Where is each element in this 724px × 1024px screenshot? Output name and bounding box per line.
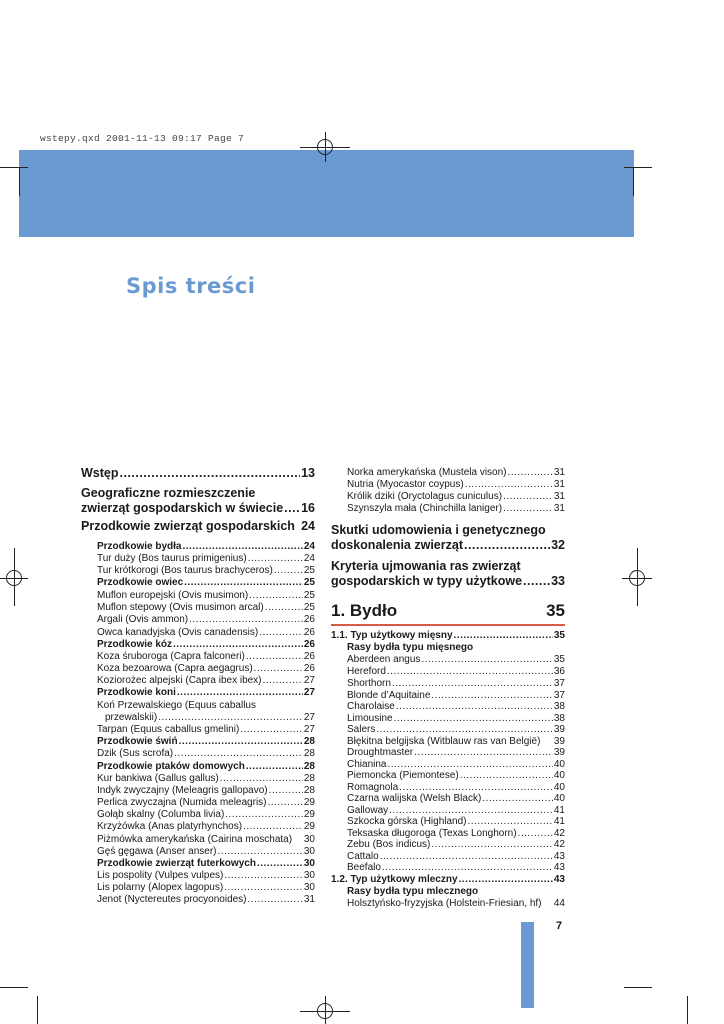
toc-entry[interactable]: Galloway ..... 41: [347, 805, 565, 816]
toc-entry[interactable]: Romagnola ..... 40: [347, 782, 565, 793]
toc-entry[interactable]: Charolaise ..... 38: [347, 701, 565, 712]
toc-entry: Koń Przewalskiego (Equus caballus: [97, 700, 256, 711]
toc-entry[interactable]: Perlica zwyczajna (Numida meleagris) ..... 29: [97, 797, 315, 808]
toc-subheading: Rasy bydła typu mlecznego: [347, 886, 479, 897]
toc-entry[interactable]: Królik dziki (Oryctolagus cuniculus) ..... 31: [347, 491, 565, 502]
toc-entry[interactable]: Jenot (Nyctereutes procyonoides) ..... 31: [97, 894, 315, 905]
toc-entry[interactable]: Blonde d’Aquitaine ..... 37: [347, 690, 565, 701]
toc-entry[interactable]: Gęś gęgawa (Anser anser) ..... 30: [97, 846, 315, 857]
toc-entry[interactable]: Przodkowie zwierząt gospodarskich 24: [81, 519, 315, 533]
page-title: Spis treści: [126, 274, 256, 298]
toc-entry[interactable]: przewalskii) ..... 27: [105, 712, 315, 723]
toc-heading: Kryteria ujmowania ras zwierząt: [331, 559, 521, 573]
toc-entry[interactable]: Droughtmaster ..... 39: [347, 747, 565, 758]
toc-entry[interactable]: Cattalo ..... 43: [347, 851, 565, 862]
toc-entry[interactable]: Holsztyńsko-fryzyjska (Holstein-Friesian, hf) 44: [347, 898, 565, 909]
toc-entry[interactable]: Muflon europejski (Ovis musimon) ..... 25: [97, 590, 315, 601]
toc-entry[interactable]: Koziorożec alpejski (Capra ibex ibex) ..... 27: [97, 675, 315, 686]
toc-entry[interactable]: Tur duży (Bos taurus primigenius) ..... 24: [97, 553, 315, 564]
toc-entry[interactable]: Przodkowie świń ..... 28: [97, 736, 315, 747]
toc-entry[interactable]: doskonalenia zwierząt ..... 32: [331, 538, 565, 553]
toc-entry[interactable]: Krzyżówka (Anas platyrhynchos) ..... 29: [97, 821, 315, 832]
toc-entry[interactable]: zwierząt gospodarskich w świecie ..... 16: [81, 501, 315, 516]
toc-entry[interactable]: Przodkowie koni ..... 27: [97, 687, 315, 698]
toc-entry[interactable]: Kur bankiwa (Gallus gallus) ..... 28: [97, 773, 315, 784]
toc-entry[interactable]: Tarpan (Equus caballus gmelini) ..... 27: [97, 724, 315, 735]
toc-entry[interactable]: Błękitna belgijska (Witblauw ras van België) 39: [347, 736, 565, 747]
toc-entry[interactable]: Szkocka górska (Highland) ..... 41: [347, 816, 565, 827]
toc-entry[interactable]: Indyk zwyczajny (Meleagris gallopavo) ..... 28: [97, 785, 315, 796]
toc-entry[interactable]: Tur krótkorogi (Bos taurus brachyceros) ..... 25: [97, 565, 315, 576]
toc-entry[interactable]: 1.2. Typ użytkowy mleczny ..... 43: [331, 874, 565, 885]
toc-heading: Skutki udomowienia i genetycznego: [331, 523, 546, 537]
toc-entry[interactable]: Gołąb skalny (Columba livia) ..... 29: [97, 809, 315, 820]
chapter-rule: [331, 624, 565, 626]
toc-entry[interactable]: 1.1. Typ użytkowy mięsny ..... 35: [331, 630, 565, 641]
toc-entry[interactable]: Argali (Ovis ammon) ..... 26: [97, 614, 315, 625]
toc-entry[interactable]: Owca kanadyjska (Ovis canadensis) ..... 26: [97, 627, 315, 638]
chapter-heading[interactable]: 1. Bydło 35: [331, 601, 565, 620]
toc-entry[interactable]: Piemoncka (Piemontese) ..... 40: [347, 770, 565, 781]
toc-subheading: Rasy bydła typu mięsnego: [347, 642, 474, 653]
toc-entry[interactable]: Zebu (Bos indicus) ..... 42: [347, 839, 565, 850]
page-edge-tab: [521, 922, 534, 1008]
toc-entry: Geograficzne rozmieszczenie: [81, 486, 256, 500]
toc-entry[interactable]: Koza bezoarowa (Capra aegagrus) ..... 26: [97, 663, 315, 674]
toc-entry[interactable]: Piżmówka amerykańska (Cairina moschata) 30: [97, 834, 315, 845]
toc-entry[interactable]: Limousine ..... 38: [347, 713, 565, 724]
toc-entry[interactable]: Chianina ..... 40: [347, 759, 565, 770]
toc-entry[interactable]: Norka amerykańska (Mustela vison) ..... 31: [347, 467, 565, 478]
toc-entry[interactable]: Hereford ..... 36: [347, 666, 565, 677]
toc-entry[interactable]: Muflon stepowy (Ovis musimon arcal) ..... 25: [97, 602, 315, 613]
toc-entry[interactable]: Przodkowie owiec ..... 25: [97, 577, 315, 588]
toc-entry[interactable]: Shorthorn ..... 37: [347, 678, 565, 689]
toc-entry[interactable]: Wstęp ..... 13: [81, 466, 315, 481]
toc-entry[interactable]: Koza śruboroga (Capra falconeri) ..... 26: [97, 651, 315, 662]
toc-entry[interactable]: Przodkowie bydła ..... 24: [97, 541, 315, 552]
toc-entry[interactable]: Przodkowie zwierząt futerkowych ..... 30: [97, 858, 315, 869]
toc-entry[interactable]: Dzik (Sus scrofa) ..... 28: [97, 748, 315, 759]
toc-right-column: [331, 0, 565, 1024]
page-number: 7: [556, 920, 563, 932]
toc-left-column: [81, 0, 315, 1024]
toc-entry[interactable]: Lis pospolity (Vulpes vulpes) ..... 30: [97, 870, 315, 881]
toc-entry[interactable]: Aberdeen angus ..... 35: [347, 654, 565, 665]
toc-entry[interactable]: Teksaska długoroga (Texas Longhorn) ..... 42: [347, 828, 565, 839]
print-slug: wstepy.qxd 2001-11-13 09:17 Page 7: [40, 133, 245, 144]
toc-entry[interactable]: Nutria (Myocastor coypus) ..... 31: [347, 479, 565, 490]
toc-entry[interactable]: Salers ..... 39: [347, 724, 565, 735]
toc-entry[interactable]: Przodkowie ptaków domowych ..... 28: [97, 761, 315, 772]
toc-entry[interactable]: Czarna walijska (Welsh Black) ..... 40: [347, 793, 565, 804]
toc-entry[interactable]: gospodarskich w typy użytkowe ..... 33: [331, 574, 565, 589]
toc-entry[interactable]: Lis polarny (Alopex lagopus) ..... 30: [97, 882, 315, 893]
toc-entry[interactable]: Szynszyla mała (Chinchilla laniger) ..... 31: [347, 503, 565, 514]
toc-entry[interactable]: Przodkowie kóz ..... 26: [97, 639, 315, 650]
toc-entry[interactable]: Beefalo ..... 43: [347, 862, 565, 873]
